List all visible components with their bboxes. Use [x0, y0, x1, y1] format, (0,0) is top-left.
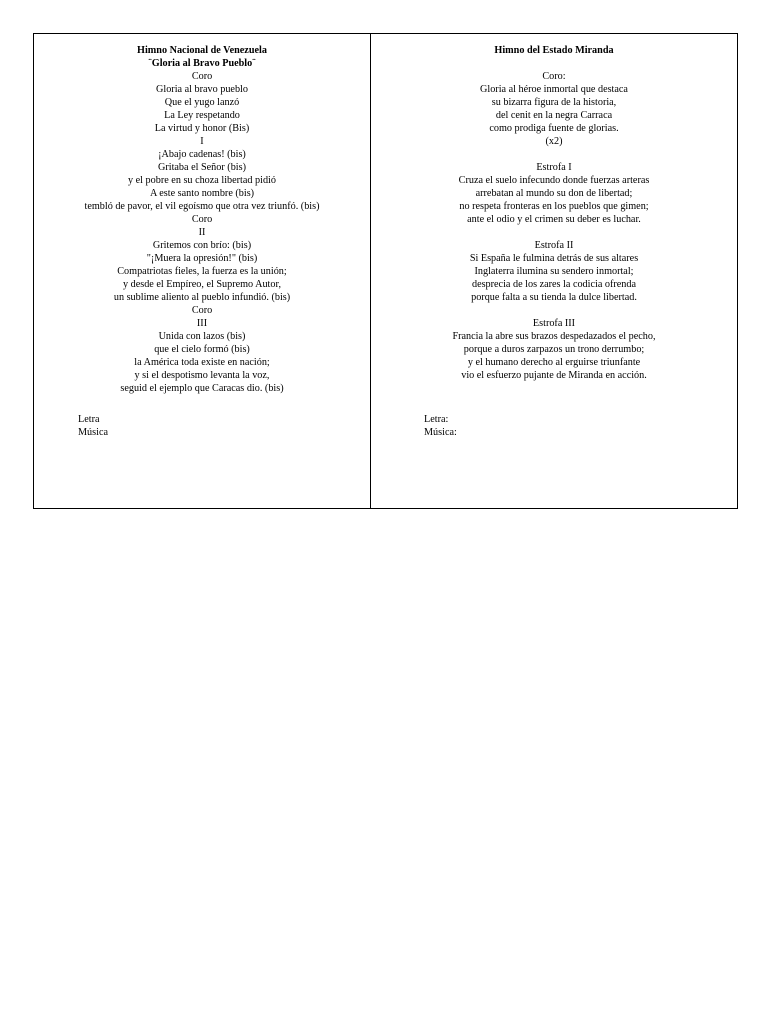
lyric-line: un sublime aliento al pueblo infundió. (bis): [113, 292, 291, 303]
lyric-line: Gritemos con brío: (bis): [152, 240, 252, 251]
lyric-line: porque falta a su tienda la dulce libertad.: [471, 292, 637, 303]
lyric-line: Estrofa II: [534, 240, 574, 251]
national-anthem-lyrics: [34, 44, 370, 395]
lyric-line: [371, 226, 737, 239]
lyric-line: La virtud y honor (Bis): [154, 123, 250, 134]
credit-label: Música: [78, 427, 108, 438]
miranda-anthem-title: Himno del Estado Miranda: [494, 45, 614, 56]
lyric-line: Cruza el suelo infecundo donde fuerzas arteras: [458, 175, 650, 186]
lyric-line: la América toda existe en nación;: [134, 357, 270, 368]
lyric-line: ante el odio y el crimen su deber es luchar.: [467, 214, 641, 225]
lyric-line: [371, 57, 737, 70]
lyric-line: Coro: [191, 71, 213, 82]
lyric-line: Estrofa III: [532, 318, 576, 329]
lyric-line: II: [198, 227, 206, 238]
national-anthem-title: Himno Nacional de Venezuela: [137, 45, 267, 56]
lyric-line: "¡Muera la opresión!" (bis): [146, 253, 258, 264]
lyric-line: y el pobre en su choza libertad pidió: [128, 175, 276, 186]
lyric-line: Unida con lazos (bis): [158, 331, 246, 342]
lyric-line: Coro: [191, 214, 213, 225]
lyric-line: Compatriotas fieles, la fuerza es la unión;: [117, 266, 287, 277]
lyric-line: y si el despotismo levanta la voz,: [134, 370, 270, 381]
lyric-line: [371, 304, 737, 317]
lyric-line: III: [196, 318, 208, 329]
lyric-line: Coro: [191, 305, 213, 316]
lyric-line: desprecia de los zares la codicia ofrenda: [471, 279, 637, 290]
lyric-line: Estrofa I: [536, 162, 572, 173]
anthem-sheet: [33, 33, 738, 509]
lyric-line: A este santo nombre (bis): [149, 188, 255, 199]
lyric-line: Inglaterra ilumina su sendero inmortal;: [474, 266, 634, 277]
miranda-anthem-lyrics: [371, 44, 737, 382]
lyric-line: La Ley respetando: [164, 110, 240, 121]
national-anthem-credits: [78, 413, 108, 439]
lyric-line: no respeta fronteras en los pueblos que gimen;: [459, 201, 649, 212]
national-anthem-panel: [34, 34, 371, 508]
lyric-line: del cenit en la negra Carraca: [495, 110, 613, 121]
lyric-line: (x2): [545, 136, 563, 147]
lyric-line: ¡Abajo cadenas! (bis): [158, 149, 246, 160]
lyric-line: [371, 148, 737, 161]
credit-label: Música:: [424, 427, 457, 438]
lyric-line: Francia la abre sus brazos despedazados el pecho,: [452, 331, 656, 342]
miranda-anthem-panel: [371, 34, 737, 508]
credit-label: Letra:: [424, 414, 449, 425]
lyric-line: porque a duros zarpazos un trono derrumbo;: [463, 344, 645, 355]
lyric-line: Que el yugo lanzó: [164, 97, 240, 108]
lyric-line: I: [200, 136, 204, 147]
lyric-line: tembló de pavor, el vil egoísmo que otra vez triunfó. (bis): [84, 201, 320, 212]
lyric-line: Gloria al bravo pueblo: [156, 84, 248, 95]
lyric-line: y desde el Empíreo, el Supremo Autor,: [122, 279, 282, 290]
lyric-line: Coro:: [542, 71, 566, 82]
lyric-line: seguid el ejemplo que Caracas dio. (bis): [120, 383, 284, 394]
miranda-anthem-credits: [424, 413, 457, 439]
lyric-line: y el humano derecho al erguirse triunfante: [467, 357, 641, 368]
lyric-line: como prodiga fuente de glorias.: [489, 123, 619, 134]
credit-label: Letra: [78, 414, 100, 425]
lyric-line: Si España le fulmina detrás de sus altares: [469, 253, 639, 264]
national-anthem-subtitle: ¨Gloria al Bravo Pueblo¨: [148, 58, 256, 69]
lyric-line: que el cielo formó (bis): [154, 344, 250, 355]
lyric-line: vio el esfuerzo pujante de Miranda en acción.: [461, 370, 647, 381]
lyric-line: Gritaba el Señor (bis): [158, 162, 246, 173]
lyric-line: arrebatan al mundo su don de libertad;: [475, 188, 633, 199]
lyric-line: Gloria al héroe inmortal que destaca: [480, 84, 628, 95]
lyric-line: su bizarra figura de la historia,: [491, 97, 617, 108]
